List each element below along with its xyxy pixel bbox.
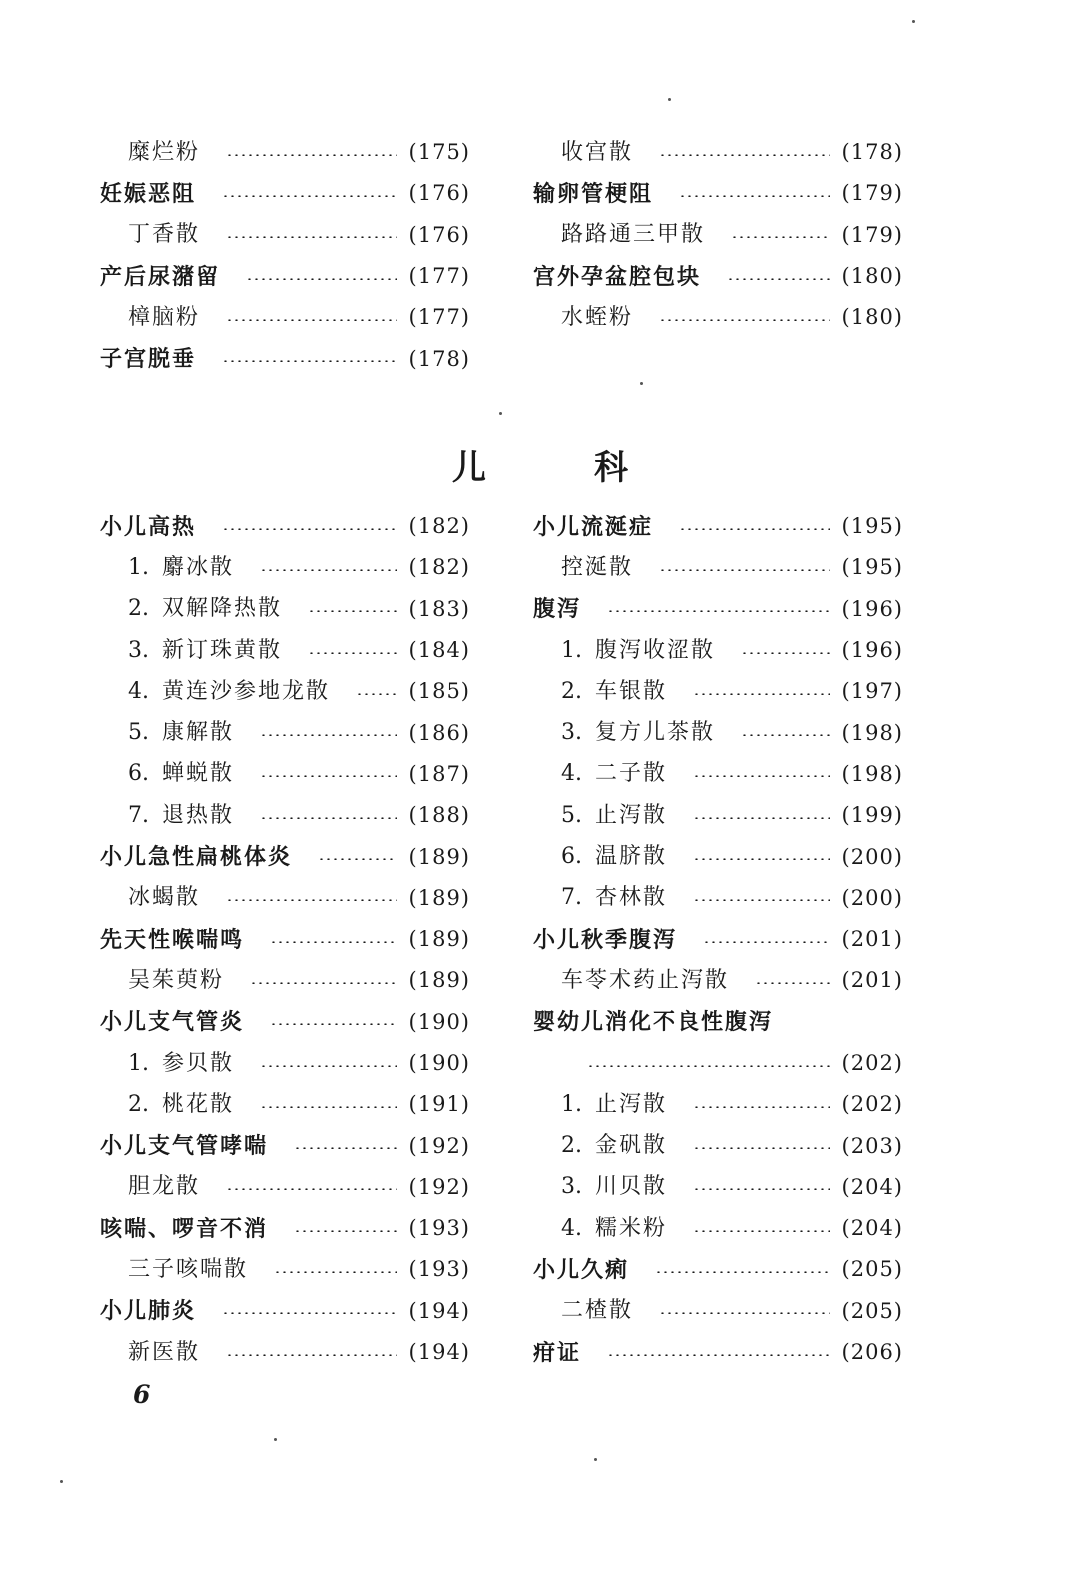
toc-entry-number: 1. <box>561 1091 582 1117</box>
toc-entry-title: 水蛭粉 <box>561 304 634 330</box>
toc-entry-title: 胆龙散 <box>128 1174 201 1200</box>
toc-entry-number: 3. <box>561 1174 582 1200</box>
dot-leader <box>260 817 397 819</box>
toc-entry <box>100 671 470 712</box>
dot-leader <box>226 236 397 238</box>
toc-entry-number: 2. <box>561 1133 582 1159</box>
toc-entry-title: 子宫脱垂 <box>100 346 197 373</box>
toc-entry-page: (189) <box>408 885 470 910</box>
scan-speck <box>668 98 671 101</box>
toc-entry <box>100 712 470 753</box>
toc-entry-title: 车银散 <box>595 678 668 704</box>
toc-entry-title: 吴茱萸粉 <box>128 967 225 993</box>
toc-entry <box>100 589 470 630</box>
dot-leader <box>294 1230 397 1232</box>
dot-leader <box>693 1188 830 1190</box>
dot-leader <box>294 1147 397 1149</box>
dot-leader <box>741 652 830 654</box>
toc-entry-title: 腹泻 <box>533 596 582 623</box>
toc-entry <box>533 960 903 1001</box>
toc-entry-page: (196) <box>841 638 903 663</box>
toc-entry-title: 双解降热散 <box>162 596 283 622</box>
toc-entry-page: (202) <box>841 1092 903 1117</box>
toc-entry <box>100 1167 470 1208</box>
toc-entry-page: (194) <box>408 1298 470 1323</box>
toc-entry-page: (198) <box>841 761 903 786</box>
section-title-char: 儿 <box>452 448 486 488</box>
dot-leader <box>693 817 830 819</box>
toc-entry-page: (205) <box>841 1298 903 1323</box>
toc-entry-number: 4. <box>561 1215 582 1241</box>
dot-leader <box>226 899 397 901</box>
toc-entry-page: (187) <box>408 761 470 786</box>
toc-entry-page: (176) <box>408 222 470 247</box>
toc-entry-page: (189) <box>408 844 470 869</box>
toc-entry-page: (197) <box>841 679 903 704</box>
toc-entry <box>533 132 903 173</box>
toc-entry-title: 止泻散 <box>595 802 668 828</box>
toc-column-top-right <box>533 132 903 338</box>
toc-entry-page: (194) <box>408 1340 470 1365</box>
toc-entry-page: (177) <box>408 264 470 289</box>
toc-entry-number: 4. <box>561 761 582 787</box>
toc-entry-page: (182) <box>408 555 470 580</box>
toc-column-left <box>100 506 470 1373</box>
scan-speck <box>594 1458 597 1461</box>
toc-entry <box>533 1125 903 1166</box>
dot-leader <box>659 569 830 571</box>
toc-entry-title: 先天性喉喘鸣 <box>100 926 245 953</box>
toc-entry-title: 婴幼儿消化不良性腹泻 <box>533 1009 774 1036</box>
toc-entry-title: 杏林散 <box>595 885 668 911</box>
toc-entry-page: (201) <box>841 927 903 952</box>
toc-entry-title: 黄连沙参地龙散 <box>162 678 331 704</box>
toc-entry-title: 咳喘、啰音不消 <box>100 1215 269 1242</box>
toc-entry <box>100 338 470 379</box>
toc-entry <box>100 1332 470 1373</box>
dot-leader <box>222 360 397 362</box>
dot-leader <box>679 195 830 197</box>
toc-entry-title: 冰蝎散 <box>128 885 201 911</box>
scan-speck <box>912 20 915 23</box>
toc-entry-number: 5. <box>128 720 149 746</box>
toc-entry-page: (178) <box>841 140 903 165</box>
toc-entry-number: 2. <box>561 678 582 704</box>
toc-entry <box>100 795 470 836</box>
toc-entry-number: 1. <box>561 637 582 663</box>
toc-entry <box>100 256 470 297</box>
toc-entry <box>533 1002 903 1043</box>
toc-entry-title: 金矾散 <box>595 1133 668 1159</box>
toc-entry-title: 糜烂粉 <box>128 139 201 165</box>
toc-entry <box>533 256 903 297</box>
toc-entry-title: 退热散 <box>162 802 235 828</box>
toc-entry-page: (180) <box>841 264 903 289</box>
dot-leader <box>693 1230 830 1232</box>
toc-entry-page: (195) <box>841 514 903 539</box>
toc-entry-page: (193) <box>408 1216 470 1241</box>
toc-entry-title: 温脐散 <box>595 844 668 870</box>
toc-entry-title: 小儿流涎症 <box>533 513 654 540</box>
toc-entry-title: 桃花散 <box>162 1091 235 1117</box>
toc-entry-title: 小儿急性扁桃体炎 <box>100 844 293 871</box>
toc-entry-title: 控涎散 <box>561 554 634 580</box>
dot-leader <box>655 1271 830 1273</box>
dot-leader <box>741 734 830 736</box>
dot-leader <box>222 195 397 197</box>
toc-entry-page: (202) <box>841 1051 903 1075</box>
toc-entry <box>533 547 903 588</box>
toc-entry-title: 输卵管梗阻 <box>533 180 654 207</box>
dot-leader <box>693 693 830 695</box>
toc-entry <box>100 836 470 877</box>
toc-entry-page: (195) <box>841 555 903 580</box>
toc-entry-page: (199) <box>841 803 903 828</box>
toc-entry-page: (178) <box>408 346 470 371</box>
toc-entry-title: 收宫散 <box>561 139 634 165</box>
toc-entry <box>533 215 903 256</box>
toc-entry-page: (188) <box>408 803 470 828</box>
dot-leader <box>659 319 830 321</box>
dot-leader <box>607 1354 830 1356</box>
toc-entry <box>100 878 470 919</box>
toc-entry-page: (196) <box>841 596 903 621</box>
dot-leader <box>226 154 397 156</box>
toc-entry-title: 麝冰散 <box>162 554 235 580</box>
toc-entry <box>533 754 903 795</box>
toc-entry-number: 2. <box>128 596 149 622</box>
toc-entry-number: 1. <box>128 554 149 580</box>
scan-speck <box>640 382 643 385</box>
toc-entry-page: (198) <box>841 720 903 745</box>
toc-entry <box>533 878 903 919</box>
dot-leader <box>693 1106 830 1108</box>
dot-leader <box>270 941 397 943</box>
toc-entry-title: 产后尿潴留 <box>100 263 221 290</box>
dot-leader <box>260 775 397 777</box>
dot-leader <box>693 858 830 860</box>
toc-entry-title: 小儿支气管哮喘 <box>100 1133 269 1160</box>
dot-leader <box>607 610 830 612</box>
toc-entry <box>533 173 903 214</box>
toc-entry <box>533 1291 903 1332</box>
toc-entry-number: 7. <box>561 885 582 911</box>
toc-entry-title: 丁香散 <box>128 222 201 248</box>
dot-leader <box>260 569 397 571</box>
toc-entry <box>100 1084 470 1125</box>
section-title-pediatrics <box>0 440 1080 489</box>
toc-entry <box>100 1208 470 1249</box>
toc-entry-title: 小儿高热 <box>100 513 197 540</box>
toc-column-right <box>533 506 903 1373</box>
toc-entry <box>533 297 903 338</box>
toc-entry <box>533 712 903 753</box>
toc-entry-page: (179) <box>841 181 903 206</box>
dot-leader <box>727 278 830 280</box>
toc-entry <box>533 919 903 960</box>
toc-entry-page: (182) <box>408 514 470 539</box>
toc-entry-number: 7. <box>128 802 149 828</box>
toc-entry-number: 6. <box>561 844 582 870</box>
toc-entry-title: 小儿久痢 <box>533 1256 630 1283</box>
toc-entry <box>533 671 903 712</box>
dot-leader <box>693 899 830 901</box>
toc-entry-page: (175) <box>408 140 470 165</box>
scan-speck <box>274 1438 277 1441</box>
toc-entry <box>100 297 470 338</box>
toc-entry <box>533 795 903 836</box>
toc-entry <box>533 1208 903 1249</box>
toc-entry-title: 车苓术药止泻散 <box>561 967 730 993</box>
scan-speck <box>499 412 502 415</box>
dot-leader <box>356 693 397 695</box>
dot-leader <box>693 1147 830 1149</box>
section-title-char: 科 <box>594 448 628 488</box>
toc-entry-number: 3. <box>561 720 582 746</box>
toc-entry-title: 路路通三甲散 <box>561 222 706 248</box>
dot-leader <box>693 775 830 777</box>
toc-entry <box>100 754 470 795</box>
toc-entry-title: 妊娠恶阻 <box>100 180 197 207</box>
toc-entry-number: 5. <box>561 802 582 828</box>
toc-entry <box>100 1002 470 1043</box>
toc-entry-page: (189) <box>408 968 470 993</box>
dot-leader <box>270 1023 397 1025</box>
toc-entry <box>533 1167 903 1208</box>
toc-entry <box>100 173 470 214</box>
toc-entry-page: (192) <box>408 1174 470 1199</box>
dot-leader <box>246 278 397 280</box>
toc-entry-page: (192) <box>408 1133 470 1158</box>
toc-entry-page: (185) <box>408 679 470 704</box>
dot-leader <box>659 1312 830 1314</box>
toc-entry <box>100 630 470 671</box>
toc-entry-title: 小儿秋季腹泻 <box>533 926 678 953</box>
toc-entry-title: 参贝散 <box>162 1050 235 1076</box>
dot-leader <box>755 982 830 984</box>
toc-entry-title: 蝉蜕散 <box>162 761 235 787</box>
toc-entry-number: 3. <box>128 637 149 663</box>
toc-entry <box>100 1043 470 1084</box>
toc-entry-number: 6. <box>128 761 149 787</box>
dot-leader <box>260 1065 397 1067</box>
toc-entry-page: (190) <box>408 1009 470 1034</box>
toc-entry <box>100 1125 470 1166</box>
dot-leader <box>308 652 397 654</box>
toc-entry-title: 小儿肺炎 <box>100 1298 197 1325</box>
dot-leader <box>222 528 397 530</box>
toc-entry <box>533 506 903 547</box>
toc-entry <box>533 589 903 630</box>
toc-entry <box>533 1084 903 1125</box>
toc-entry-page: (190) <box>408 1051 470 1075</box>
toc-entry-page: (201) <box>841 968 903 993</box>
dot-leader <box>250 982 397 984</box>
dot-leader <box>260 1106 397 1108</box>
toc-entry-page: (203) <box>841 1133 903 1158</box>
toc-entry <box>100 506 470 547</box>
dot-leader <box>679 528 830 530</box>
toc-entry <box>100 960 470 1001</box>
toc-entry <box>100 919 470 960</box>
toc-entry-page: (189) <box>408 927 470 952</box>
toc-entry-page: (193) <box>408 1257 470 1282</box>
toc-entry <box>533 836 903 877</box>
dot-leader <box>308 610 397 612</box>
toc-entry-title: 疳证 <box>533 1339 582 1366</box>
dot-leader <box>226 1188 397 1190</box>
dot-leader <box>226 319 397 321</box>
toc-entry-page: (184) <box>408 638 470 663</box>
dot-leader <box>318 858 397 860</box>
dot-leader <box>703 941 830 943</box>
toc-entry-title: 樟脑粉 <box>128 304 201 330</box>
toc-entry-page: (206) <box>841 1340 903 1365</box>
toc-entry-title: 宫外孕盆腔包块 <box>533 263 702 290</box>
dot-leader <box>226 1354 397 1356</box>
toc-entry-page: (204) <box>841 1174 903 1199</box>
dot-leader <box>587 1065 830 1067</box>
toc-entry-title: 二子散 <box>595 761 668 787</box>
toc-entry-page: (177) <box>408 305 470 330</box>
toc-entry-page: (204) <box>841 1216 903 1241</box>
toc-entry <box>533 1332 903 1373</box>
dot-leader <box>260 734 397 736</box>
page-number: 6 <box>133 1380 151 1409</box>
toc-entry-title: 小儿支气管炎 <box>100 1009 245 1036</box>
toc-entry-title: 二楂散 <box>561 1298 634 1324</box>
toc-entry-title: 川贝散 <box>595 1174 668 1200</box>
toc-entry-page: (180) <box>841 305 903 330</box>
toc-entry <box>100 215 470 256</box>
toc-entry <box>533 1249 903 1290</box>
toc-entry-title: 复方儿茶散 <box>595 720 716 746</box>
toc-entry <box>533 630 903 671</box>
toc-entry <box>533 1043 903 1084</box>
toc-entry <box>100 1249 470 1290</box>
toc-entry-title: 腹泻收涩散 <box>595 637 716 663</box>
toc-entry-number: 4. <box>128 678 149 704</box>
toc-entry-title: 新订珠黄散 <box>162 637 283 663</box>
toc-entry-title: 止泻散 <box>595 1091 668 1117</box>
toc-entry-page: (191) <box>408 1092 470 1117</box>
toc-entry-page: (200) <box>841 844 903 869</box>
toc-entry-page: (179) <box>841 222 903 247</box>
dot-leader <box>222 1312 397 1314</box>
toc-entry-page: (186) <box>408 720 470 745</box>
toc-entry-number: 1. <box>128 1050 149 1076</box>
toc-entry-title: 康解散 <box>162 720 235 746</box>
toc-entry-title: 新医散 <box>128 1339 201 1365</box>
toc-entry-title: 三子咳喘散 <box>128 1256 249 1282</box>
toc-entry <box>100 1291 470 1332</box>
dot-leader <box>731 236 830 238</box>
scan-speck <box>60 1480 63 1483</box>
toc-column-top-left <box>100 132 470 380</box>
toc-entry <box>100 132 470 173</box>
toc-entry-number: 2. <box>128 1091 149 1117</box>
dot-leader <box>659 154 830 156</box>
dot-leader <box>274 1271 397 1273</box>
toc-entry-page: (205) <box>841 1257 903 1282</box>
toc-entry-title: 糯米粉 <box>595 1215 668 1241</box>
toc-entry-page: (183) <box>408 596 470 621</box>
toc-entry-page: (176) <box>408 181 470 206</box>
toc-entry <box>100 547 470 588</box>
toc-entry-page: (200) <box>841 885 903 910</box>
